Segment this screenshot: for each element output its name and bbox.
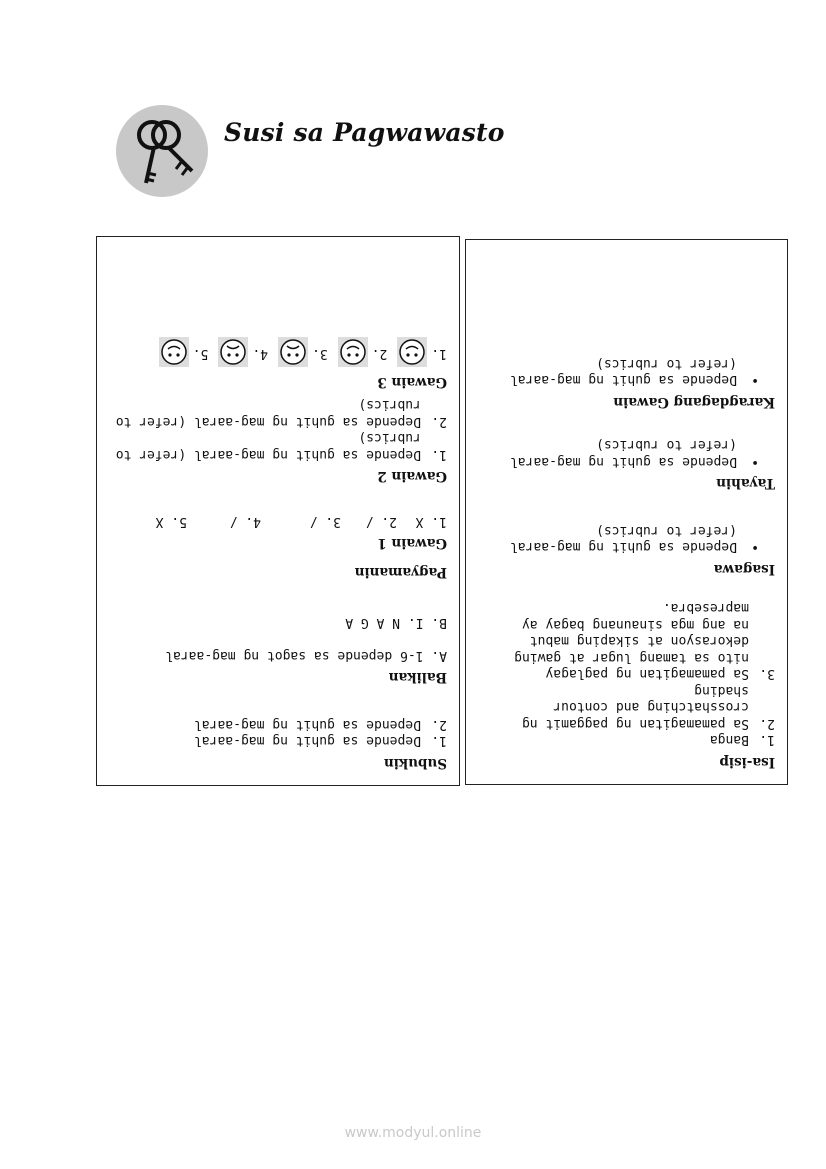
answer-item: 3. / bbox=[309, 514, 341, 529]
balikan-a: A. 1-6 depende sa sagot ng mag-aaral bbox=[165, 648, 447, 663]
answer-item: 2. / bbox=[365, 514, 397, 529]
balikan-heading: Balikan bbox=[388, 669, 447, 686]
list-item: 3. Sa pamamagitan ng paglagay nito sa tamang lugar at gawing dekorasyon at sikaping mabut na ang mga sinaunang bagay ay mapresebra. bbox=[514, 600, 775, 682]
list-item: • Depende sa guhit ng mag-aaral (refer to rubrics) bbox=[510, 356, 759, 388]
answer-item: 5. X bbox=[155, 514, 187, 529]
answer-panel-right bbox=[465, 239, 788, 785]
balikan-b: B. I. N A G A bbox=[345, 615, 447, 631]
page-title: Susi sa Pagwawasto bbox=[224, 118, 505, 147]
gawain1-answers bbox=[109, 513, 447, 530]
subukin-heading: Subukin bbox=[383, 755, 447, 771]
list-item: 2. Sa pamamagitan ng paggamit ng crosshatching and contour shading bbox=[522, 683, 775, 731]
watermark: www.modyul.online bbox=[344, 1125, 482, 1141]
karagdagang-gawain-heading: Karagdagang Gawain bbox=[613, 394, 775, 410]
gawain3-heading: Gawain 3 bbox=[377, 374, 447, 390]
happy-face-icon bbox=[338, 338, 368, 368]
list-item: • Depende sa guhit ng mag-aaral (refer to rubrics) bbox=[510, 437, 759, 469]
answer-item: 4. / bbox=[229, 514, 261, 529]
list-item: 2. Depende sa guhit ng mag-aaral bbox=[194, 717, 447, 732]
list-item: • Depende sa guhit ng mag-aaral (refer to rubrics) bbox=[510, 523, 759, 555]
happy-face-icon bbox=[159, 338, 189, 368]
tayahin-heading: Tayahin bbox=[716, 475, 775, 492]
happy-face-icon bbox=[397, 338, 427, 368]
subukin-list bbox=[109, 716, 447, 749]
gawain2-heading: Gawain 2 bbox=[377, 468, 447, 485]
sad-face-icon bbox=[278, 338, 308, 368]
gawain1-heading: Gawain 1 bbox=[377, 535, 447, 552]
keys-icon bbox=[116, 105, 208, 197]
isagawa-heading: Isagawa bbox=[713, 561, 775, 577]
list-item: 1. Depende sa guhit ng mag-aaral bbox=[194, 733, 447, 749]
isaisip-list bbox=[478, 599, 775, 748]
answer-item: 1. X bbox=[415, 514, 447, 529]
isaisip-heading: Isa-isip bbox=[719, 754, 775, 770]
list-item: 2. Depende sa guhit ng mag-aaral (refer to rubrics) bbox=[115, 397, 447, 429]
sad-face-icon bbox=[218, 338, 248, 368]
keys-icon-graphic bbox=[116, 105, 208, 197]
pagyamanin-heading: Pagyamanin bbox=[354, 564, 447, 580]
answer-panel-left bbox=[96, 236, 460, 786]
gawain3-faces: 1. 2. 3. 4. 5. bbox=[109, 338, 447, 368]
list-item: 1. Banga bbox=[709, 732, 775, 748]
list-item: 1. Depende sa guhit ng mag-aaral (refer to rubrics) bbox=[115, 430, 447, 462]
